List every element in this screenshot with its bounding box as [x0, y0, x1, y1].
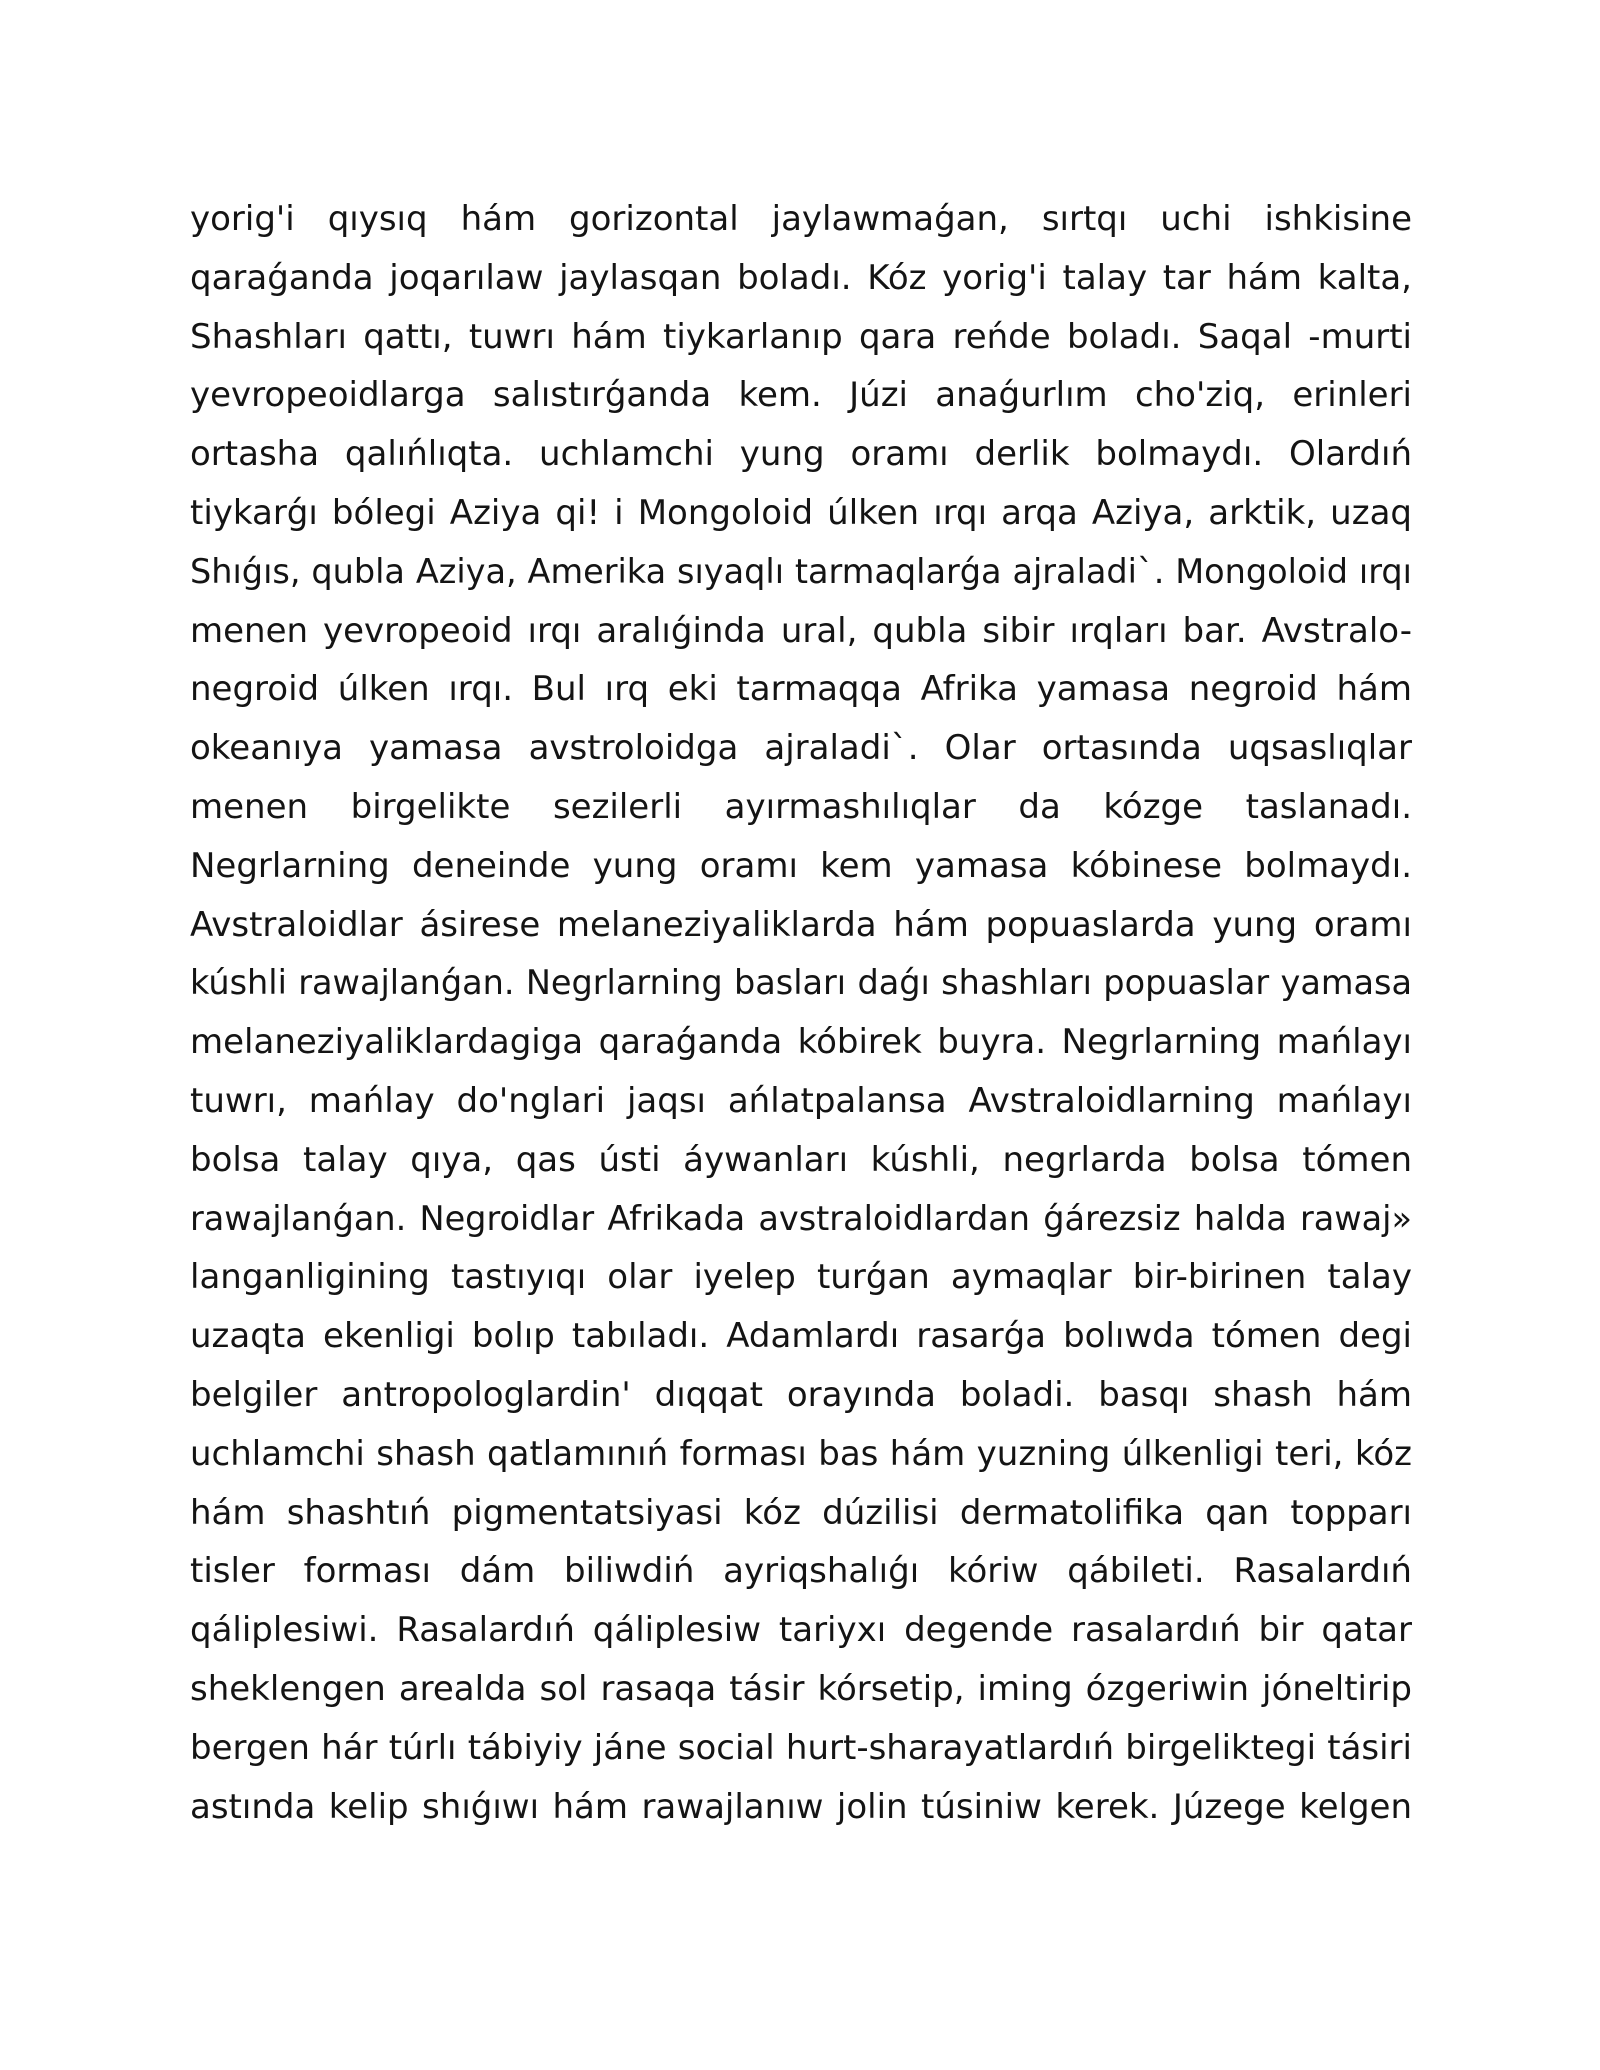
- text-line: melaneziyaliklardagiga qaraǵanda kóbirek buyra. Negrlarning mańlayı: [190, 1022, 1412, 1063]
- text-line: yevropeoidlarga salıstırǵanda kem. Júzi anaǵurlım cho'ziq, erinleri: [190, 375, 1412, 416]
- text-line: menen birgelikte sezilerli ayırmashılıqlar da kózge taslanadı.: [190, 786, 1412, 827]
- text-line: kúshli rawajlanǵan. Negrlarning basları daǵı shashları popuaslar yamasa: [190, 963, 1412, 1003]
- text-line: tuwrı, mańlay do'nglari jaqsı ańlatpalansa Avstraloidlarning mańlayı: [190, 1080, 1412, 1121]
- text-line: yorig'i qıysıq hám gorizontal jaylawmaǵan, sırtqı uchi ishkisine: [190, 199, 1412, 239]
- text-line: belgiler antropologlardin' dıqqat orayında boladi. basqı shash hám: [190, 1374, 1412, 1415]
- text-line: Avstraloidlar ásirese melaneziyaliklarda hám popuaslarda yung oramı: [190, 904, 1412, 945]
- text-line: Shashları qattı, tuwrı hám tiykarlanıp qara reńde boladı. Saqal -murti: [190, 316, 1412, 357]
- text-line: sheklengen arealda sol rasaqa tásir kórsetip, iming ózgeriwin jóneltirip: [190, 1668, 1412, 1709]
- text-line: tisler forması dám biliwdiń ayriqshalıǵı kóriw qábileti. Rasalardıń: [190, 1551, 1412, 1592]
- text-line: negroid úlken ırqı. Bul ırq eki tarmaqqa Afrika yamasa negroid hám: [190, 669, 1412, 710]
- text-line: uchlamchi shash qatlamınıń forması bas hám yuzning úlkenligi teri, kóz: [190, 1433, 1412, 1474]
- text-line: langanligining tastıyıqı olar iyelep turǵan aymaqlar bir-birinen talay: [190, 1257, 1412, 1298]
- text-line: bolsa talay qıya, qas ústi áywanları kúshli, negrlarda bolsa tómen: [190, 1139, 1412, 1180]
- text-line: Negrlarning deneinde yung oramı kem yamasa kóbinese bolmaydı.: [190, 845, 1412, 886]
- text-line: uzaqta ekenligi bolıp tabıladı. Adamlardı rasarǵa bolıwda tómen degi: [190, 1316, 1412, 1357]
- text-line: okeanıya yamasa avstroloidga ajraladi`. Olar ortasında uqsaslıqlar: [190, 728, 1412, 769]
- text-line: qaraǵanda joqarılaw jaylasqan boladı. Kóz yorig'i talay tar hám kalta,: [190, 257, 1412, 298]
- body-paragraph: [190, 190, 1412, 1836]
- text-line: astında kelip shıǵıwı hám rawajlanıw jolin túsiniw kerek. Júzege kelgen: [190, 1786, 1412, 1827]
- text-line: ortasha qalıńlıqta. uchlamchi yung oramı derlik bolmaydı. Olardıń: [190, 434, 1412, 475]
- text-line: Shıǵıs, qubla Aziya, Amerika sıyaqlı tarmaqlarǵa ajraladi`. Mongoloid ırqı: [190, 551, 1412, 591]
- text-line: menen yevropeoid ırqı aralıǵinda ural, qubla sibir ırqları bar. Avstralo-: [190, 610, 1412, 651]
- text-line: bergen hár túrlı tábiyiy jáne social hurt-sharayatlardıń birgeliktegi tásiri: [190, 1727, 1412, 1768]
- text-line: hám shashtıń pigmentatsiyasi kóz dúzilisi dermatolifika qan topparı: [190, 1492, 1412, 1533]
- text-line: rawajlanǵan. Negroidlar Afrikada avstraloidlardan ǵárezsiz halda rawaj»: [190, 1198, 1412, 1238]
- text-line: tiykarǵı bólegi Aziya qi! i Mongoloid úlken ırqı arqa Aziya, arktik, uzaq: [190, 492, 1412, 533]
- text-line: qáliplesiwi. Rasalardıń qáliplesiw tariyxı degende rasalardıń bir qatar: [190, 1610, 1412, 1651]
